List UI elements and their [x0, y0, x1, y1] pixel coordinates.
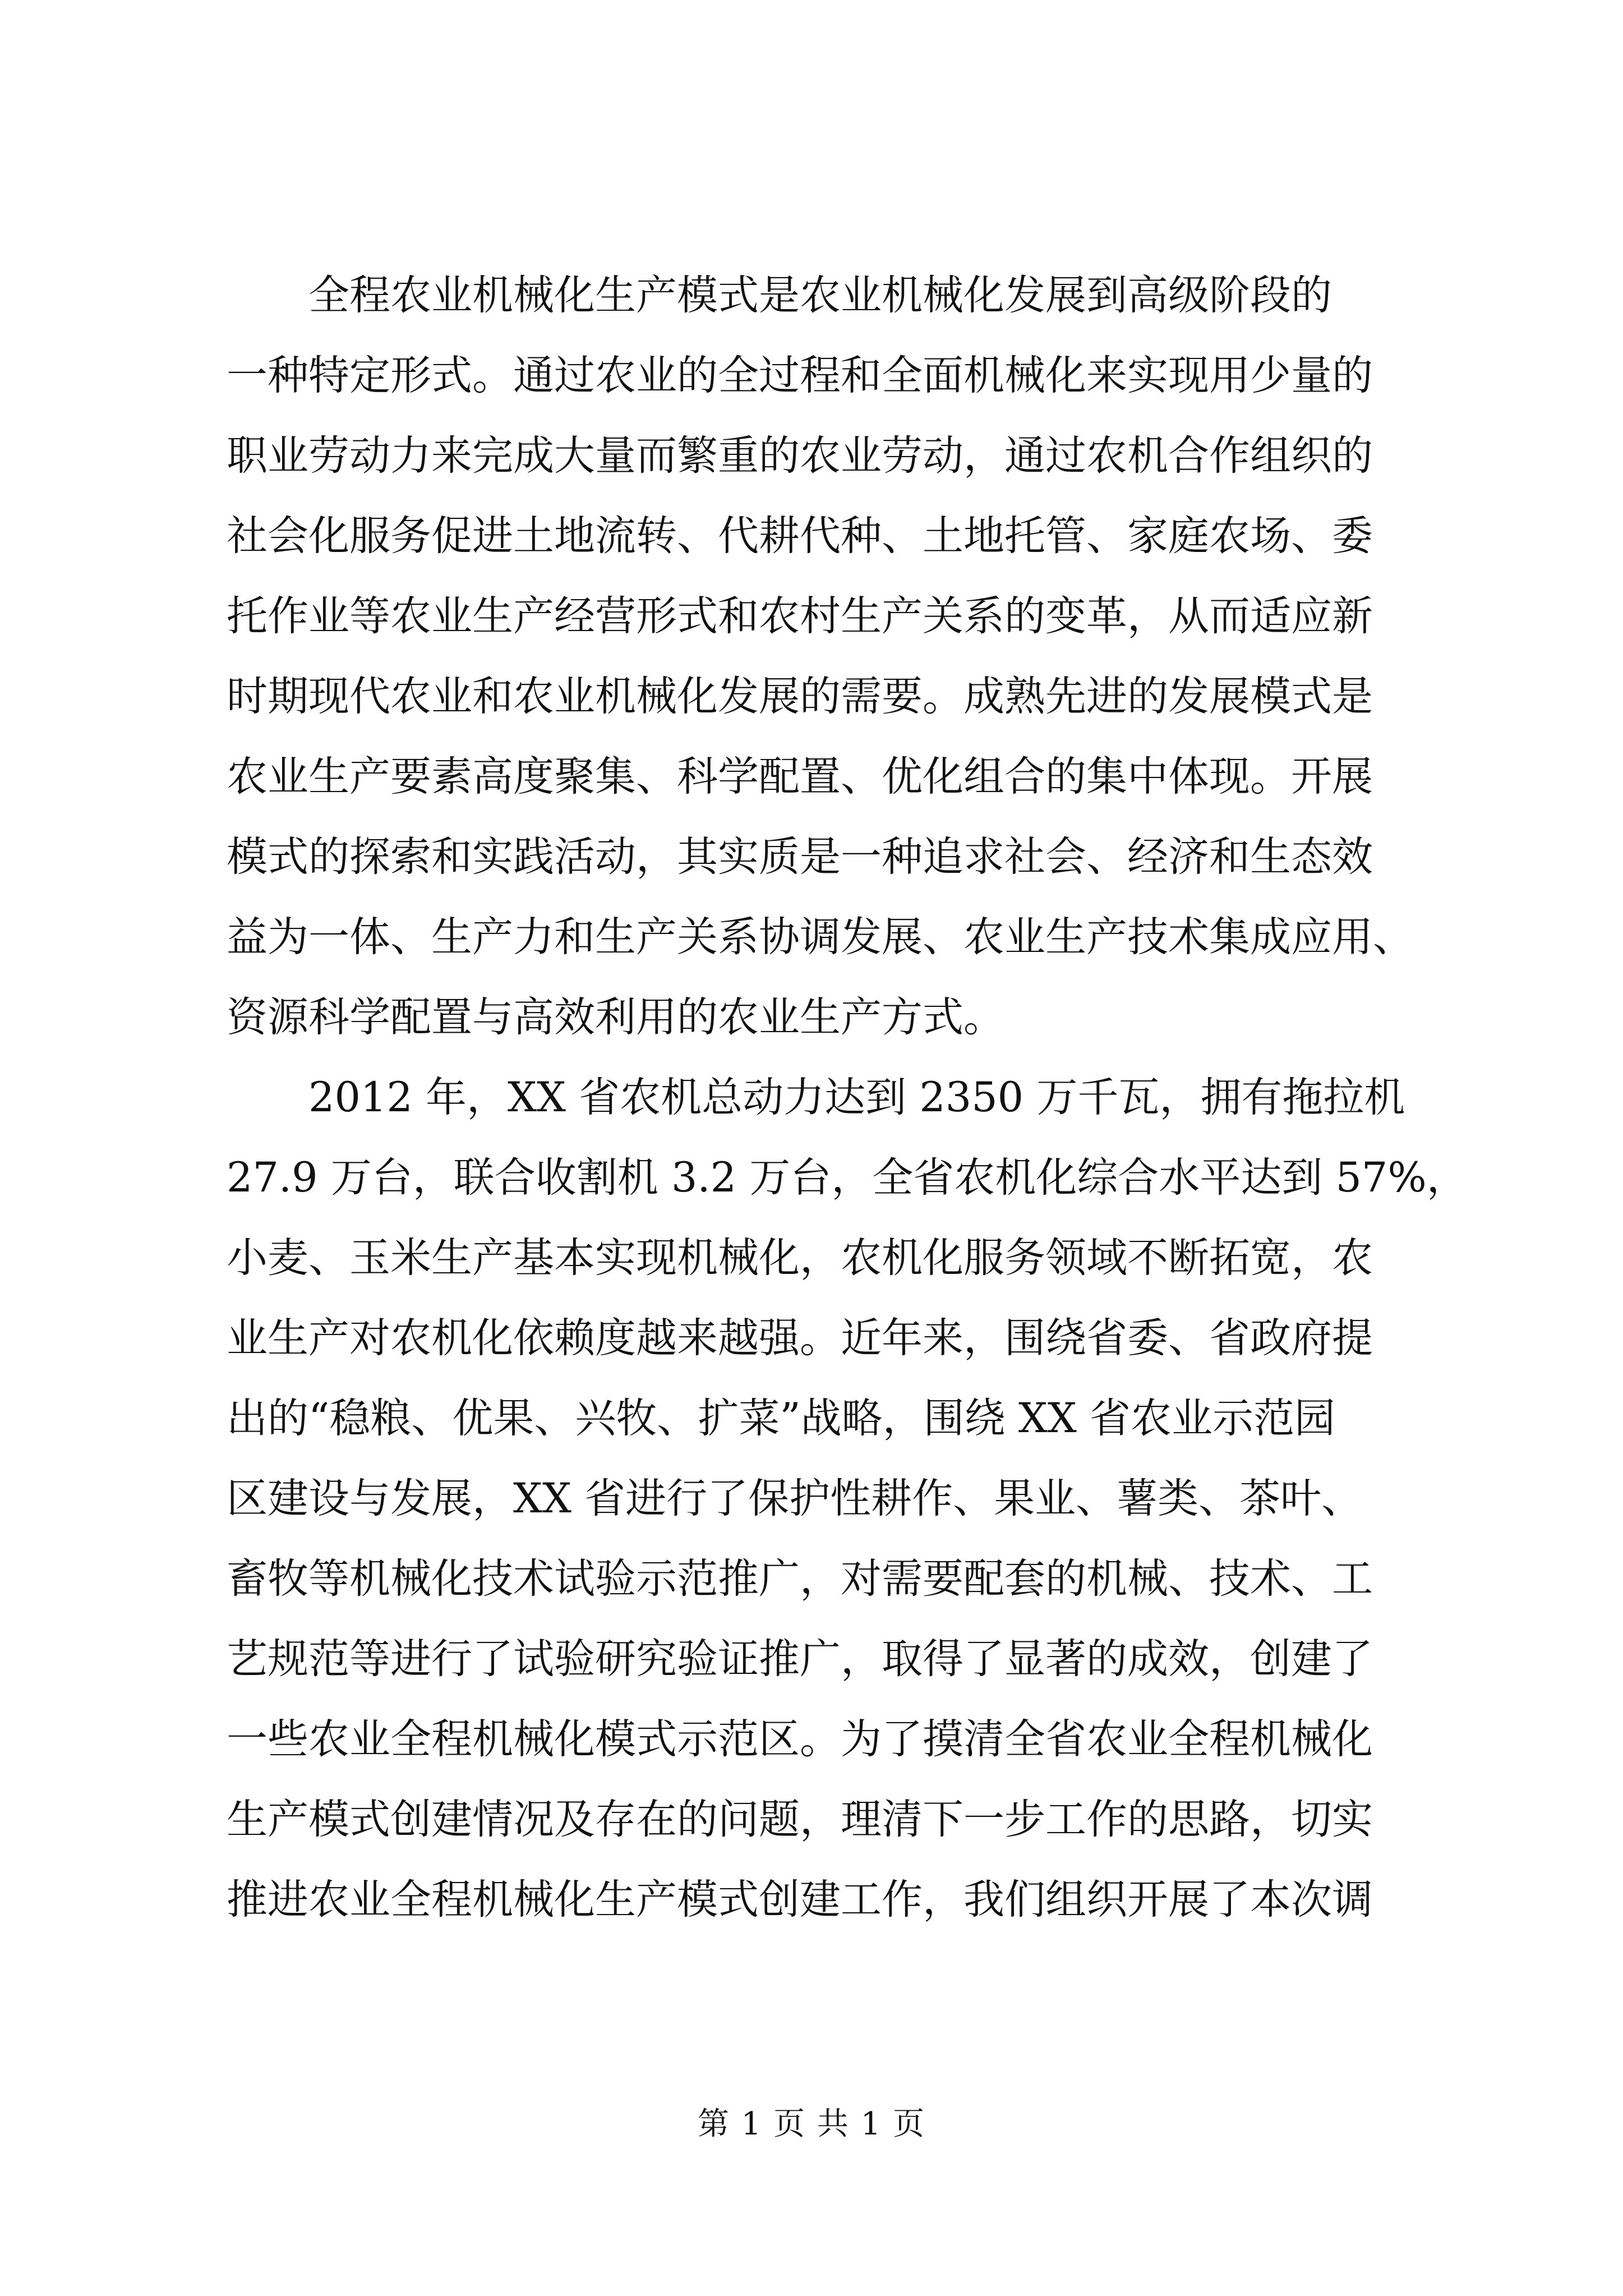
- paragraph-1-line-4: 社会化服务促进土地流转、代耕代种、土地托管、家庭农场、委: [227, 512, 1373, 560]
- paragraph-2-line-5: 出的“稳粮、优果、兴牧、扩菜”战略，围绕 XX 省农业示范园: [227, 1395, 1335, 1442]
- paragraph-1-line-9: 益为一体、生产力和生产关系协调发展、农业生产技术集成应用、: [227, 913, 1414, 961]
- paragraph-1-line-6: 时期现代农业和农业机械化发展的需要。成熟先进的发展模式是: [227, 673, 1373, 720]
- paragraph-1-line-1: 全程农业机械化生产模式是农业机械化发展到高级阶段的: [308, 272, 1332, 319]
- paragraph-2-line-9: 一些农业全程机械化模式示范区。为了摸清全省农业全程机械化: [227, 1715, 1373, 1763]
- paragraph-2-line-7: 畜牧等机械化技术试验示范推广，对需要配套的机械、技术、工: [227, 1555, 1373, 1603]
- paragraph-1-line-8: 模式的探索和实践活动，其实质是一种追求社会、经济和生态效: [227, 833, 1373, 881]
- paragraph-2-line-10: 生产模式创建情况及存在的问题，理清下一步工作的思路，切实: [227, 1796, 1373, 1843]
- paragraph-2-line-2: 27.9 万台，联合收割机 3.2 万台，全省农机化综合水平达到 57%，: [227, 1154, 1468, 1202]
- paragraph-2-line-8: 艺规范等进行了试验研究验证推广，取得了显著的成效，创建了: [227, 1635, 1373, 1683]
- paragraph-1-line-3: 职业劳动力来完成大量而繁重的农业劳动，通过农机合作组织的: [227, 432, 1373, 480]
- paragraph-2-line-1: 2012 年，XX 省农机总动力达到 2350 万千瓦，拥有拖拉机: [308, 1074, 1405, 1121]
- paragraph-1-line-5: 托作业等农业生产经营形式和农村生产关系的变革，从而适应新: [227, 592, 1373, 640]
- paragraph-1-line-2: 一种特定形式。通过农业的全过程和全面机械化来实现用少量的: [227, 352, 1373, 399]
- paragraph-2-line-3: 小麦、玉米生产基本实现机械化，农机化服务领域不断拓宽，农: [227, 1234, 1373, 1282]
- paragraph-1-line-7: 农业生产要素高度聚集、科学配置、优化组合的集中体现。开展: [227, 753, 1373, 800]
- body-text: [227, 255, 1468, 1940]
- page-footer: [0, 2105, 1623, 2144]
- paragraph-2-line-6: 区建设与发展，XX 省进行了保护性耕作、果业、薯类、茶叶、: [227, 1475, 1363, 1522]
- paragraph-1-line-10: 资源科学配置与高效利用的农业生产方式。: [227, 993, 1004, 1041]
- page-number-label: 第 1 页 共 1 页: [697, 2106, 926, 2142]
- paragraph-2-line-4: 业生产对农机化依赖度越来越强。近年来，围绕省委、省政府提: [227, 1314, 1373, 1362]
- paragraph-2-line-11: 推进农业全程机械化生产模式创建工作，我们组织开展了本次调: [227, 1876, 1373, 1924]
